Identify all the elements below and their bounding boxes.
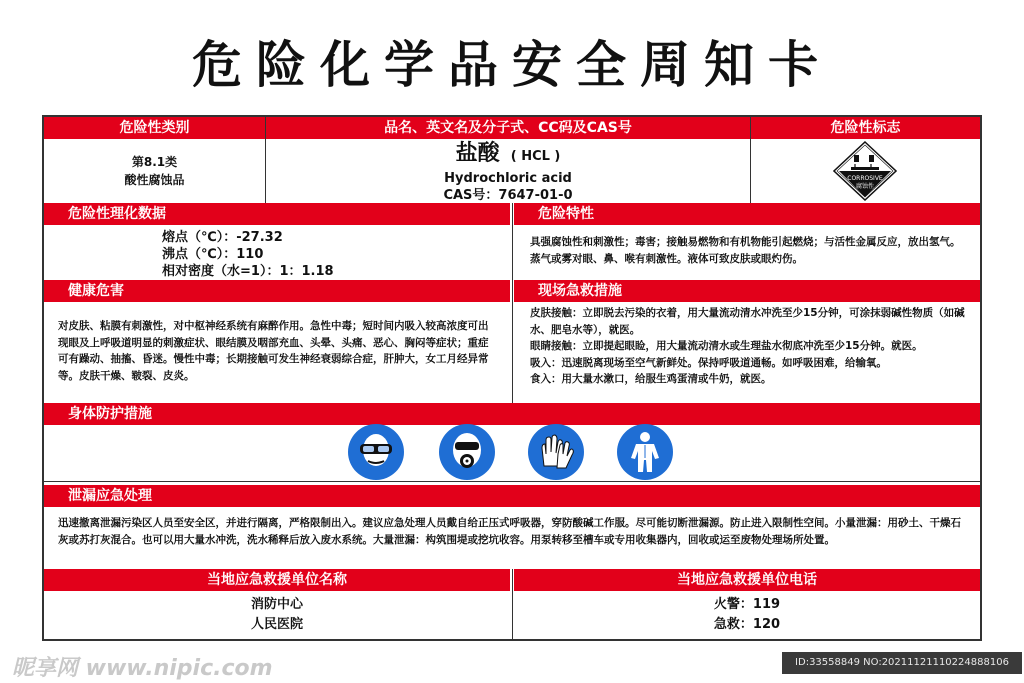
image-id-bar: ID:33558849 NO:20211121110224888106 (782, 652, 1022, 674)
header-first-aid: 现场急救措施 (514, 280, 980, 302)
chemical-cas: CAS号：7647-01-0 (443, 188, 573, 203)
hazard-class-cell (44, 139, 265, 203)
goggles-icon (348, 424, 404, 480)
corrosive-diamond-icon (833, 141, 897, 201)
hazard-props-text: 具强腐蚀性和刺激性；毒害；接触易燃物和有机物能引起燃烧；与活性金属反应，放出氢气。蒸气或雾对眼、鼻、喉有刺激性。液体可致皮肤或眼灼伤。 (530, 236, 961, 265)
gloves-icon (528, 424, 584, 480)
melting-point: 熔点（℃）：-27.32 (162, 230, 283, 245)
relative-density: 相对密度（水=1）：1：1.18 (162, 264, 334, 279)
rescue-unit-hospital: 人民医院 (250, 617, 303, 632)
chemical-en-name: Hydrochloric acid (444, 171, 572, 186)
header-protection: 身体防护措施 (44, 403, 980, 425)
header-health: 健康危害 (44, 280, 510, 302)
first-aid-skin: 皮肤接触：立即脱去污染的衣着，用大量流动清水冲洗至少15分钟，可涂抹弱碱性物质（如碱水、肥皂水等），就医。 (530, 307, 965, 336)
corrosive-label-cn: 腐蚀性 (855, 183, 875, 190)
rescue-units (44, 595, 510, 639)
header-rescue-phone: 当地应急救援单位电话 (514, 569, 980, 591)
corrosive-label-en: CORROSIVE (847, 175, 883, 182)
first-aid-inhale: 吸入：迅速脱离现场至空气新鲜处。保持呼吸道通畅。如呼吸困难，给输氧。 (530, 356, 887, 369)
health-text: 对皮肤、粘膜有刺激性，对中枢神经系统有麻醉作用。急性中毒；短时间内吸入较高浓度可出现眼及上呼吸道明显的刺激症状、眼结膜及咽部充血、头晕、头痛、恶心、胸闷等症状；重症可有躁动、抽搐、昏迷。慢性中毒；长期接触可发生神经衰弱综合症，肝肿大，女工月经异常等。皮肤干燥、皲裂、皮炎。 (58, 320, 489, 382)
chemical-formula: ( HCL ) (510, 149, 561, 164)
header-hazard-props: 危险特性 (514, 203, 980, 225)
boiling-point: 沸点（℃）：110 (162, 247, 264, 262)
header-leak: 泄漏应急处理 (44, 485, 980, 507)
header-hazard-sign: 危险性标志 (751, 117, 980, 139)
chemical-name-cell (266, 139, 750, 203)
protective-suit-icon (617, 424, 673, 480)
header-rescue-unit: 当地应急救援单位名称 (44, 569, 510, 591)
rescue-phone-fire: 火警：119 (713, 597, 781, 612)
gas-mask-icon (439, 424, 495, 480)
first-aid-eye: 眼睛接触：立即提起眼睑，用大量流动清水或生理盐水彻底冲洗至少15分钟。就医。 (530, 340, 923, 352)
safety-card (42, 115, 982, 641)
chemical-cn-name: 盐酸 (455, 141, 500, 166)
rescue-phones (514, 595, 980, 639)
rescue-phone-emergency: 急救：120 (713, 617, 781, 632)
first-aid-text (530, 305, 970, 401)
first-aid-ingest: 食入：用大量水漱口，给服生鸡蛋清或牛奶，就医。 (530, 373, 772, 385)
header-physchem: 危险性理化数据 (44, 203, 510, 225)
leak-text: 迅速撤离泄漏污染区人员至安全区，并进行隔离，严格限制出入。建议应急处理人员戴自给正压式呼吸器，穿防酸碱工作服。尽可能切断泄漏源。防止进入限制性空间。小量泄漏：用砂土、干燥石灰或苏打灰混合。也可以用大量水冲洗，洗水稀释后放入废水系统。大量泄漏：构筑围堤或挖坑收容。用泵转移至槽车或专用收集器内，回收或运至废物处理场所处置。 (58, 517, 961, 546)
header-hazard-class: 危险性类别 (44, 117, 265, 139)
header-name-info: 品名、英文名及分子式、CC码及CAS号 (266, 117, 750, 139)
hazard-sign-cell (751, 139, 980, 203)
watermark: 昵享网 www.nipic.com (12, 656, 273, 681)
page-title: 危险化学品安全周知卡 (192, 36, 832, 94)
hazard-class-number: 第8.1类 (131, 155, 178, 169)
physchem-data (162, 226, 502, 282)
hazard-class-desc: 酸性腐蚀品 (124, 173, 185, 187)
rescue-unit-fire: 消防中心 (250, 597, 303, 612)
